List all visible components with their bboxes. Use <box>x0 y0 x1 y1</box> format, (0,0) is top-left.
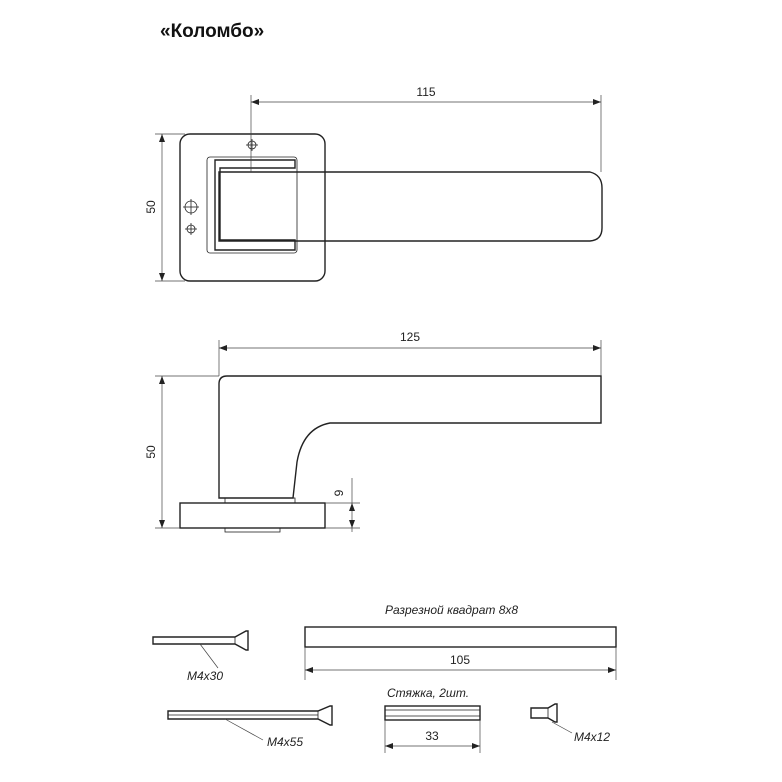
screw-hole-icon <box>183 199 199 215</box>
label-coupler: Стяжка, 2шт. <box>387 686 470 700</box>
dim-square-length: 105 <box>449 653 471 667</box>
screw-m4x30 <box>153 631 248 683</box>
top-rose-inner <box>215 160 295 250</box>
coupler <box>385 686 480 753</box>
top-rose <box>180 134 325 281</box>
label-screw-m4x55: M4x55 <box>267 735 304 749</box>
screw-m4x12 <box>531 704 610 744</box>
label-screw-m4x30: M4x30 <box>187 669 224 683</box>
label-split-square: Разрезной квадрат 8x8 <box>385 603 519 617</box>
label-screw-m4x12: M4x12 <box>574 730 611 744</box>
dim-side-height: 50 <box>144 445 158 459</box>
dim-top-length: 115 <box>416 85 436 99</box>
side-rose <box>180 503 325 528</box>
dim-side-length: 125 <box>399 330 421 344</box>
drawing-title: «Коломбо» <box>160 21 265 42</box>
dim-rose-thickness: 9 <box>332 489 346 497</box>
side-view <box>144 330 601 532</box>
top-view <box>144 85 602 281</box>
dim-coupler-length: 33 <box>425 729 439 743</box>
dim-top-height: 50 <box>144 200 158 214</box>
screw-m4x55 <box>168 706 332 749</box>
side-lever <box>219 376 601 498</box>
side-rose-collar <box>225 498 295 503</box>
screw-hole-icon <box>246 139 258 151</box>
top-lever <box>219 172 602 241</box>
split-square-8x8 <box>305 603 616 680</box>
screw-hole-icon <box>185 223 197 235</box>
